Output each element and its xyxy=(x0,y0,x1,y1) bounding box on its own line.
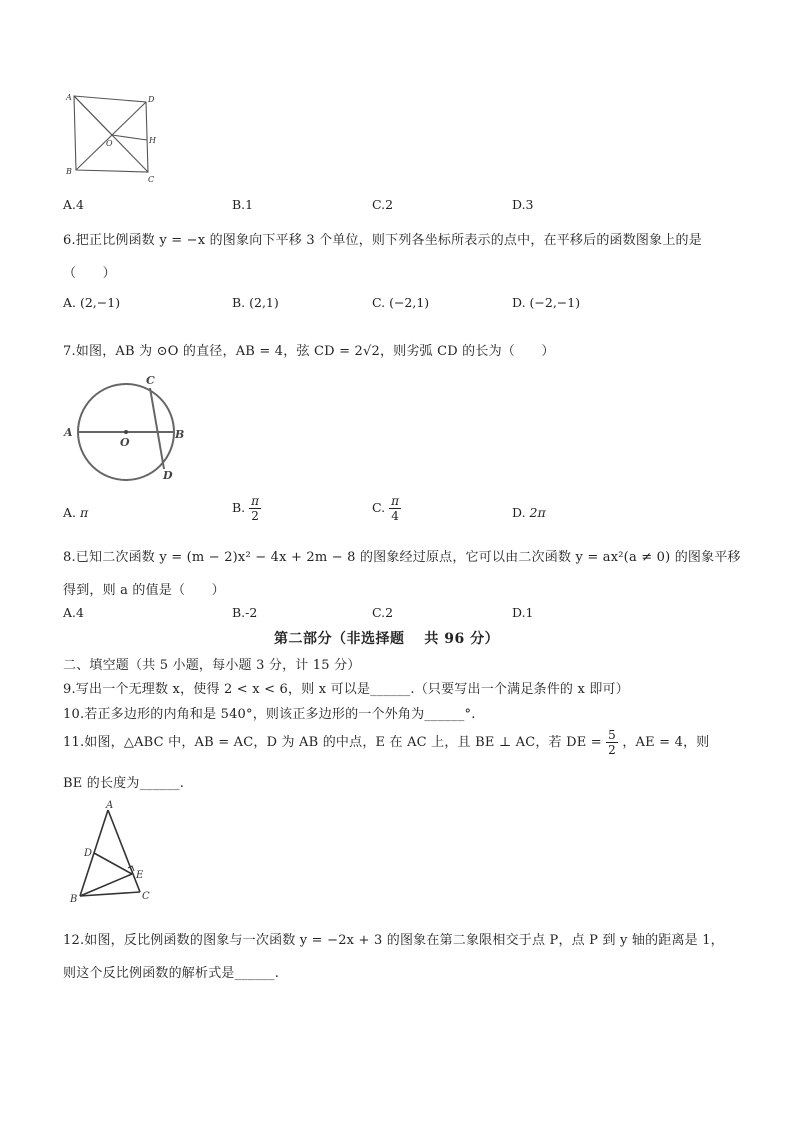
q6-option-b: B. (2,1) xyxy=(232,295,279,310)
q6-option-d: D. (−2,−1) xyxy=(512,295,581,310)
q7-option-a-value: π xyxy=(80,505,89,520)
q6-option-c: C. (−2,1) xyxy=(372,295,430,310)
q5-label-h: H xyxy=(149,136,156,145)
q8-line2: 得到，则 a 的值是（ ） xyxy=(63,583,225,598)
q7-option-c-den: 4 xyxy=(391,509,399,523)
q8-option-a: A.4 xyxy=(63,605,84,620)
q6-stem: 6.把正比例函数 y = −x 的图象向下平移 3 个单位，则下列各坐标所表示的点中，在平移后的函数图象上的是 xyxy=(63,233,702,248)
q11-label-b: B xyxy=(70,894,78,905)
q11-label-a: A xyxy=(106,800,114,811)
q7-option-b-num: π xyxy=(251,494,260,508)
q7-option-c-num: π xyxy=(391,494,399,508)
q11-label-d: D xyxy=(84,848,93,859)
q7-option-a xyxy=(63,505,88,520)
q7-label-a: A xyxy=(64,426,73,439)
q8-option-b: B.-2 xyxy=(232,605,258,620)
q7-figure xyxy=(60,370,200,485)
q11-label-c: C xyxy=(142,891,150,902)
q11-fraction xyxy=(606,728,618,757)
part2-section: 二、填空题（共 5 小题，每小题 3 分，计 15 分） xyxy=(63,658,361,673)
q5-label-o: O xyxy=(106,139,113,148)
q7-label-o: O xyxy=(120,436,130,449)
q5-option-d: D.3 xyxy=(512,197,534,212)
q7-label-b: B xyxy=(175,428,185,441)
q7-option-b-fraction xyxy=(249,494,261,523)
q6-option-a: A. (2,−1) xyxy=(63,295,121,310)
q11-line2: BE 的长度为______. xyxy=(63,776,185,791)
q7-option-c-fraction xyxy=(389,494,401,523)
q5-option-b: B.1 xyxy=(232,197,254,212)
q5-label-b: B xyxy=(66,167,72,176)
q7-option-b-den: 2 xyxy=(251,509,259,523)
q8-option-c: C.2 xyxy=(372,605,394,620)
q7-option-b xyxy=(232,494,261,523)
q7-option-c xyxy=(372,494,401,523)
q7-label-c: C xyxy=(146,374,155,387)
q11-frac-den: 2 xyxy=(608,743,617,757)
q5-label-a: A xyxy=(66,93,72,102)
q5-label-d: D xyxy=(148,95,155,104)
q7-option-d xyxy=(512,505,546,520)
q12-line2: 则这个反比例函数的解析式是______. xyxy=(63,966,280,981)
q11-frac-num: 5 xyxy=(608,728,617,742)
q7-label-d: D xyxy=(163,469,173,482)
q5-option-a: A.4 xyxy=(63,197,84,212)
q7-option-c-label: C. xyxy=(372,500,386,515)
q7-option-d-value: 2π xyxy=(529,505,546,520)
q7-option-b-label: B. xyxy=(232,500,246,515)
q5-option-c: C.2 xyxy=(372,197,394,212)
q9-text: 9.写出一个无理数 x，使得 2 < x < 6，则 x 可以是______.（只要写出一个满足条件的 x 即可） xyxy=(63,682,629,697)
q10-text: 10.若正多边形的内角和是 540°，则该正多边形的一个外角为______°. xyxy=(63,707,476,722)
q8-option-d: D.1 xyxy=(512,605,534,620)
q8-line1: 8.已知二次函数 y = (m − 2)x² − 4x + 2m − 8 的图象经过原点，它可以由二次函数 y = ax²(a ≠ 0) 的图象平移 xyxy=(63,550,741,565)
q7-option-d-label: D. xyxy=(512,505,526,520)
q7-stem: 7.如图，AB 为 ⊙O 的直径，AB = 4，弦 CD = 2√2，则劣弧 CD 的长为（ ） xyxy=(63,344,555,359)
q11-label-e: E xyxy=(136,870,144,881)
q7-option-a-label: A. xyxy=(63,505,77,520)
q5-label-c: C xyxy=(148,175,155,184)
part2-heading: 第二部分（非选择题 共 96 分） xyxy=(274,631,500,647)
q5-figure xyxy=(60,88,170,188)
q11-figure xyxy=(62,798,172,908)
q11-line1-b: ，AE = 4，则 xyxy=(622,735,710,750)
q11-line1 xyxy=(63,728,709,757)
q6-paren: （ ） xyxy=(63,266,116,281)
q11-line1-a: 11.如图，△ABC 中，AB = AC，D 为 AB 的中点，E 在 AC 上，且 BE ⊥ AC，若 DE = xyxy=(63,735,602,750)
q12-line1: 12.如图，反比例函数的图象与一次函数 y = −2x + 3 的图象在第二象限相交于点 P，点 P 到 y 轴的距离是 1， xyxy=(63,933,724,948)
